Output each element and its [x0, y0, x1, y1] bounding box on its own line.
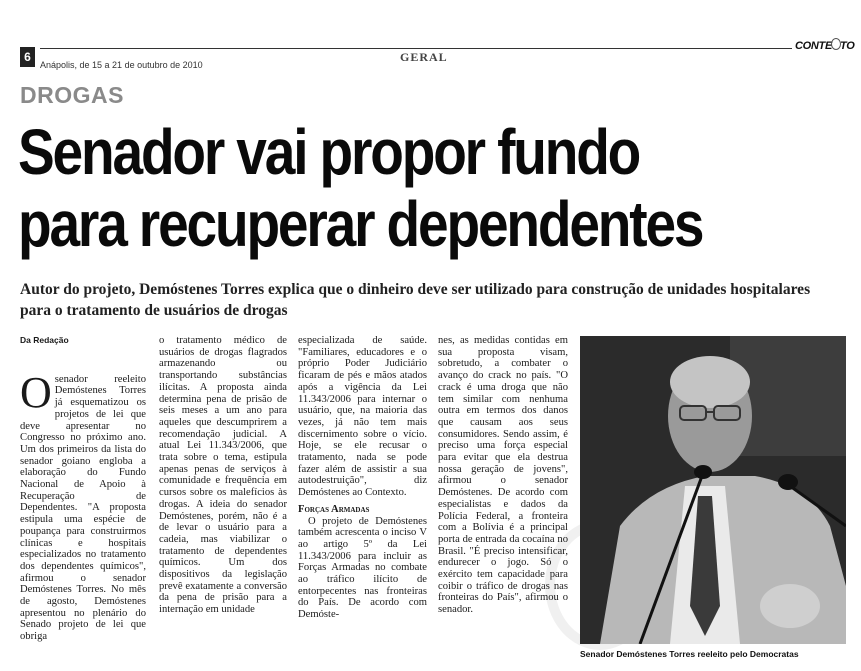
col2-text: o tratamento médico de usuários de drogas flagrados armazenando ou transportando substâncias ilícitas. A proposta ainda determina pena de prisão de seis meses a um ano para aqueles que descumprirem a recomendação judicial. A atual Lei 11.343/2006, que trata sobre o tema, estipula apenas penas de serviços à comunidade e frequência em cursos sobre os malefícios às drogas. A ideia do senador Demóstenes, porém, não é a de levar o usuário para a cadeia, mas viabilizar o tratamento de dependentes químicos. Um dos dispositivos da legislação prevê exatamente a conversão da pena de prisão para a internação em unidade: [159, 335, 287, 616]
photo-caption: Senador Demóstenes Torres reeleito pelo Democratas: [580, 649, 799, 659]
headline: [18, 116, 736, 260]
col4-text: nes, as medidas contidas em sua proposta visam, sobretudo, a combater o avanço do crack no país. "O crack é uma droga que não tem similar com nenhuma outra em termos dos danos que causam aos seus consumidores. Sendo assim, é preciso uma força especial para evitar que ela destrua nossa geração de jovens", afirmou o senador Demóstenes. De acordo com especialistas e dados da Polícia Federal, a fronteira com a Bolívia é a principal porta de entrada da cocaína no Brasil. "É preciso intensificar, endurecer o jogo. Só o exército tem capacidade para coibir o tráfico de drogas nas fronteiras do País", afirmou o senador.: [438, 335, 568, 616]
headline-line-2: para recuperar dependentes: [18, 188, 703, 260]
senator-photo-illustration: [580, 336, 846, 644]
senator-photo: [580, 336, 846, 644]
kicker: DROGAS: [20, 82, 124, 108]
dateline: Anápolis, de 15 a 21 de outubro de 2010: [40, 60, 203, 70]
col1-text: senador reeleito Demóstenes Torres já esquematizou os projetos de lei que deve apresentar no Congresso no próximo ano. Um dos primeiros da lista do senador goiano engloba a elaboração do Fundo Nacional de Apoio à Recuperação de Dependentes. "A proposta estipula uma espécie de poupança para construirmos clínicas e hospitais especializados no tratamento dos dependentes químicos", afirmou o senador Demóstenes Torres.: [20, 373, 146, 596]
column-1: [20, 335, 146, 643]
column-3: [298, 335, 427, 621]
logo-text-end: TO: [840, 40, 855, 52]
col3-text-b: O projeto de Demóstenes também acrescenta o inciso V ao artigo 5º da Lei 11.343/2006 para incluir as Forças Armadas no combate ao tráfico ilícito de entorpecentes nas fronteiras do País. De acordo com Demóste-: [298, 515, 427, 621]
deck: Autor do projeto, Demóstenes Torres explica que o dinheiro deve ser utilizado para construção de unidades hospitalares para o tratamento de usuários de drogas: [20, 281, 811, 319]
dropcap: O: [20, 367, 52, 417]
newspaper-logo: [795, 38, 855, 52]
logo-text-start: CONTE: [795, 40, 833, 52]
header-rule: [40, 48, 792, 49]
col3-text: especializada de saúde. "Familiares, educadores e o próprio Poder Judiciário ficaram de pés e mãos atados após a vigência da Lei 11.343/2006 para internar o usuário, que, na maioria das vezes, já não tem mais discernimento sobre o vício. Hoje, se ele recusar o tratamento, nada se pode fazer além de assistir a sua autodestruição", diz Demóstenes ao Contexto.: [298, 335, 427, 499]
subhead: Forças Armadas: [298, 503, 370, 515]
section-label: GERAL: [400, 50, 448, 64]
col1-text-b: No mês de agosto, Demóstenes apresentou no plenário do Senado projeto de lei que obriga: [20, 584, 146, 643]
headline-line-1: Senador vai propor fundo: [18, 116, 640, 188]
page-number: 6: [20, 47, 35, 67]
byline: Da Redação: [20, 335, 69, 345]
column-2: [159, 335, 287, 616]
col1-paragraph: [20, 367, 146, 643]
